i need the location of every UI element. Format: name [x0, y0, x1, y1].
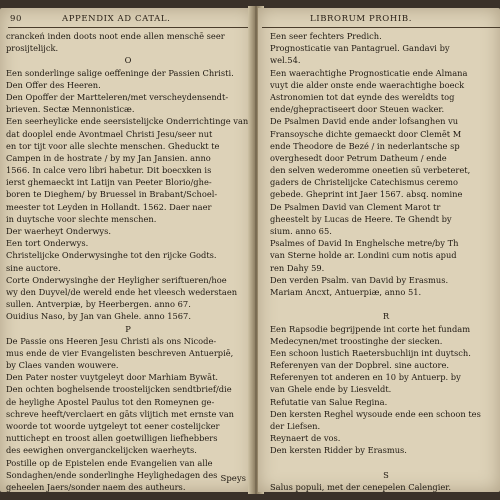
left-running-head: APPENDIX AD CATAL.: [62, 14, 171, 24]
text-line: Der waerheyt Onderwys.: [6, 226, 112, 236]
text-line: Fransoysche dichte gemaeckt door Clemēt M: [270, 128, 462, 139]
text-line: Den Opoffer der Martteleren/met verscheydensendt-: [6, 91, 229, 102]
text-line: Een schoon lustich Raetersbuchlijn int duytsch.: [270, 347, 471, 358]
text-line: ende/ghepractiseert door Steuen wacker.: [270, 104, 445, 115]
text-line: Salus populi, met der cenepelen Calengier.: [270, 481, 451, 492]
text-line: brieven. Sectæ Mennonisticæ.: [6, 104, 135, 115]
text-line: meester tot Leyden in Hollandt. 1562. Daer naer: [6, 201, 212, 212]
text-line: Christelijcke Onderwysinghe tot den rijcke Godts.: [6, 250, 217, 261]
right-running-head: LIBRORUM PROHIB.: [310, 14, 412, 24]
text-line: des eewighen onverganckelijcken waerheyts.: [6, 445, 197, 456]
right-page-text: [270, 30, 500, 492]
text-line: Reynaert de vos.: [270, 433, 341, 444]
text-line: Den kersten Reghel wysoude ende een schoon tes: [270, 408, 481, 419]
text-line: overghesedt door Petrum Datheum / ende: [270, 152, 447, 163]
text-line: der Liefsen.: [270, 421, 321, 431]
text-line: in duytsche voor slechte menschen.: [6, 213, 157, 224]
section-letter: O: [124, 55, 132, 66]
right-page: [258, 8, 500, 492]
text-line: ierst ghemaeckt int Latijn van Peeter Blorio/ghe-: [6, 177, 212, 188]
text-line: gheestelt by Lucas de Heere. Te Ghendt by: [270, 213, 452, 224]
text-line: Den Offer des Heeren.: [6, 79, 101, 90]
text-line: De Passie ons Heeren Jesu Christi als ons Nicode-: [6, 335, 217, 346]
text-line: Een tort Onderwys.: [6, 238, 89, 249]
text-line: Een seer fechters Predich.: [270, 31, 382, 41]
left-page-text: [6, 30, 250, 492]
text-line: Sondaghen/ende sonderlinghe Heylighedagen des: [6, 469, 218, 480]
section-letter: S: [383, 469, 389, 480]
text-line: cranckeń inden doots noot ende allen menschē seer: [6, 31, 225, 41]
text-line: Referenyen van der Dopbrel. sine auctore.: [270, 360, 450, 371]
section-letter: P: [125, 323, 131, 334]
text-line: Postille op de Epistelen ende Evangelien van alle: [6, 457, 213, 468]
text-line: gebede. Gheprint int Jaer 1567. absq. nomine: [270, 189, 463, 200]
left-head-rule: [8, 27, 248, 28]
text-line: Prognosticatie van Pantagruel. Gandavi by: [270, 43, 450, 54]
text-line: Een sonderlinge salige oeffeninge der Passien Christi.: [6, 67, 234, 78]
catchword: Speys: [220, 474, 246, 484]
page-number: 90: [10, 14, 23, 24]
text-line: woorde tot woorde uytgeleyt tot eener costelijcker: [6, 421, 220, 431]
text-line: boren te Dieghem/ by Bruessel in Brabant/Schoel-: [6, 189, 218, 200]
text-line: Campen in de hostrate / by my Jan Jansien. anno: [6, 152, 211, 163]
text-line: de heylighe Apostel Paulus tot den Romeynen ge-: [6, 396, 215, 407]
text-line: sium. anno 65.: [270, 226, 332, 236]
text-line: De Psalmen David van Clement Marot tr: [270, 201, 441, 212]
text-line: en tor tijt voor alle slechte menschen. Gheduckt te: [6, 140, 220, 151]
text-line: ende Theodore de Bezé / in nederlantsche sp: [270, 140, 460, 151]
text-line: Psalmes of David In Enghelsche metre/by Th: [270, 238, 459, 249]
text-line: dat dooplel ende Avontmael Christi Jesu/seer nut: [6, 128, 213, 139]
text-line: Referenyen tot anderen en 10 by Antuerp. by: [270, 372, 461, 383]
text-line: ren Dahy 59.: [270, 262, 325, 273]
text-line: Medecynen/met troostinghe der siecken.: [270, 335, 443, 346]
left-page: [0, 8, 254, 492]
text-line: schreve heeft/verclaert en gāts vlijtich met ernste van: [6, 408, 235, 419]
text-line: geheelen Jaers/sonder naem des autheurs.: [6, 481, 186, 492]
text-line: mus ende de vier Evangelisten beschreven Antuerpiē,: [6, 347, 234, 358]
text-line: vuyt die alder onste ende waerachtighe boeck: [270, 79, 465, 90]
text-line: Een Rapsodie begrijpende int corte het fundam: [270, 323, 471, 334]
text-line: Astronomien tot dat eynde des wereldts tog: [270, 91, 455, 102]
text-line: [270, 457, 500, 469]
text-line: De Psalmen David ende ander lofsanghen vu: [270, 116, 459, 127]
text-line: sine auctore.: [6, 262, 61, 273]
text-line: Corte Onderwysinghe der Heyligher seriftueren/hoe: [6, 274, 227, 285]
text-line: Een waerachtighe Prognosticatie ende Almana: [270, 67, 468, 78]
text-line: Een seerheylicke ende seersistelijcke Onderrichtinge van: [6, 116, 249, 127]
text-line: wel.54.: [270, 55, 301, 66]
text-line: [270, 298, 500, 310]
text-line: Den ochten boghelsende troostelijcken sendtbrief/die: [6, 384, 232, 395]
text-line: gaders de Christelijcke Catechismus ceremo: [270, 177, 458, 188]
text-line: sullen. Antverpiæ, by Heerbergen. anno 67.: [6, 299, 191, 310]
text-line: Den verden Psalm. van David by Erasmus.: [270, 274, 449, 285]
text-line: by Claes vanden wouwere.: [6, 360, 119, 371]
text-line: Mariam Ancxt, Antuerpiæ, anno 51.: [270, 286, 422, 297]
text-line: wy den Duyvel/de wereld ende het vleesch wederstaen: [6, 286, 238, 297]
text-line: Den Pater noster vuytgeleyt door Marhiam Bywāt.: [6, 372, 219, 383]
text-line: 1566. In calce vero libri habetur. Dit boecxken is: [6, 165, 212, 176]
text-line: Ouidius Naso, by Jan van Ghele. anno 1567.: [6, 311, 191, 322]
text-line: den selven wederomme oneetien sū verbeteret,: [270, 165, 471, 176]
text-line: van Sterne holde ar. Londini cum notis apud: [270, 250, 457, 261]
text-line: nuttichept en troost allen goetwilligen liefhebbers: [6, 433, 218, 444]
right-head-rule: [262, 27, 500, 28]
section-letter: R: [382, 311, 390, 322]
text-line: Den kersten Ridder by Erasmus.: [270, 445, 407, 456]
text-line: Refutatie van Salue Regina.: [270, 396, 388, 407]
text-line: prosijtelijck.: [6, 43, 59, 54]
text-line: van Ghele ende by Liesveldt.: [270, 384, 392, 395]
